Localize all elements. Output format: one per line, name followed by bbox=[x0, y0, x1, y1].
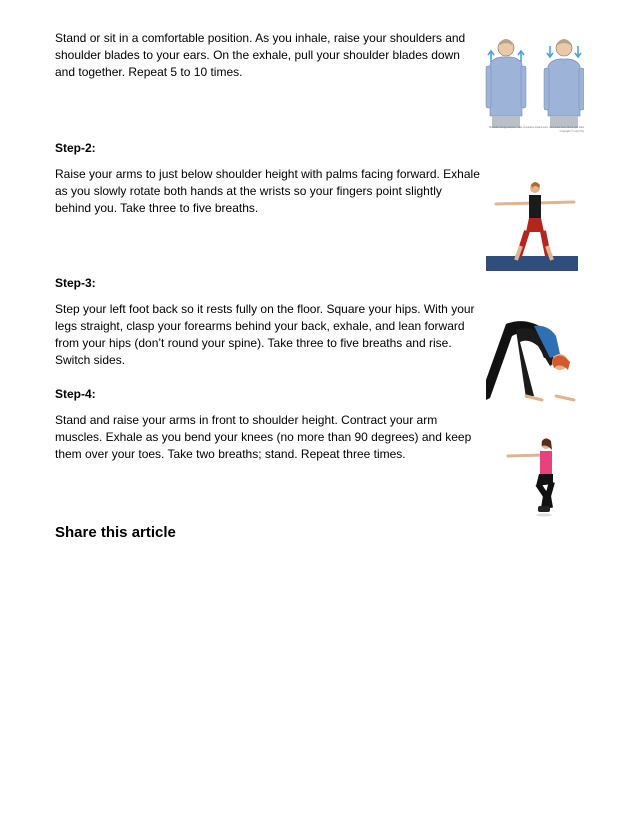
squat-pose-photo bbox=[506, 436, 568, 518]
step-2-paragraph: Raise your arms to just below shoulder height with palms facing forward. Exhale as you slowly rotate both hands at the wrists so your fingers point slightly behind you. Take three to five breaths. bbox=[55, 167, 480, 215]
shoulder-shrug-drawing bbox=[484, 36, 584, 128]
forward-bend-pose-photo bbox=[486, 316, 578, 406]
intro-paragraph: Stand or sit in a comfortable position. As you inhale, raise your shoulders and shoulder blades to your ears. On the exhale, pull your shoulder blades down and together. Repeat 5 to 10 times. bbox=[55, 31, 466, 79]
step-4-title: Step-4: bbox=[55, 387, 96, 401]
share-heading: Share this article bbox=[55, 524, 176, 541]
illustration-caption: Shoulder shrug exercise: raise shoulders toward ears, then draw them down and back bbox=[488, 126, 584, 129]
illustration-copyright: Copyright © Lucy Hoy bbox=[559, 130, 584, 133]
step-3-title: Step-3: bbox=[55, 276, 96, 290]
arms-extended-pose-photo bbox=[486, 176, 582, 272]
step-2-title: Step-2: bbox=[55, 141, 96, 155]
arms-extended-pose-drawing bbox=[486, 176, 582, 272]
step-3-paragraph: Step your left foot back so it rests fully on the floor. Square your hips. With your legs straight, clasp your forearms behind your back, exhale, and lean forward from your hips (don’t round your spine). Take three to five breaths and rise. Switch sides. bbox=[55, 302, 475, 367]
shoulder-shrug-illustration bbox=[484, 36, 584, 140]
forward-bend-pose-drawing bbox=[486, 316, 578, 406]
step-4-paragraph: Stand and raise your arms in front to shoulder height. Contract your arm muscles. Exhale as you bend your knees (no more than 90 degrees) and keep them over your toes. Take two breaths; stand. Repeat three times. bbox=[55, 413, 472, 461]
squat-pose-drawing bbox=[506, 436, 568, 518]
